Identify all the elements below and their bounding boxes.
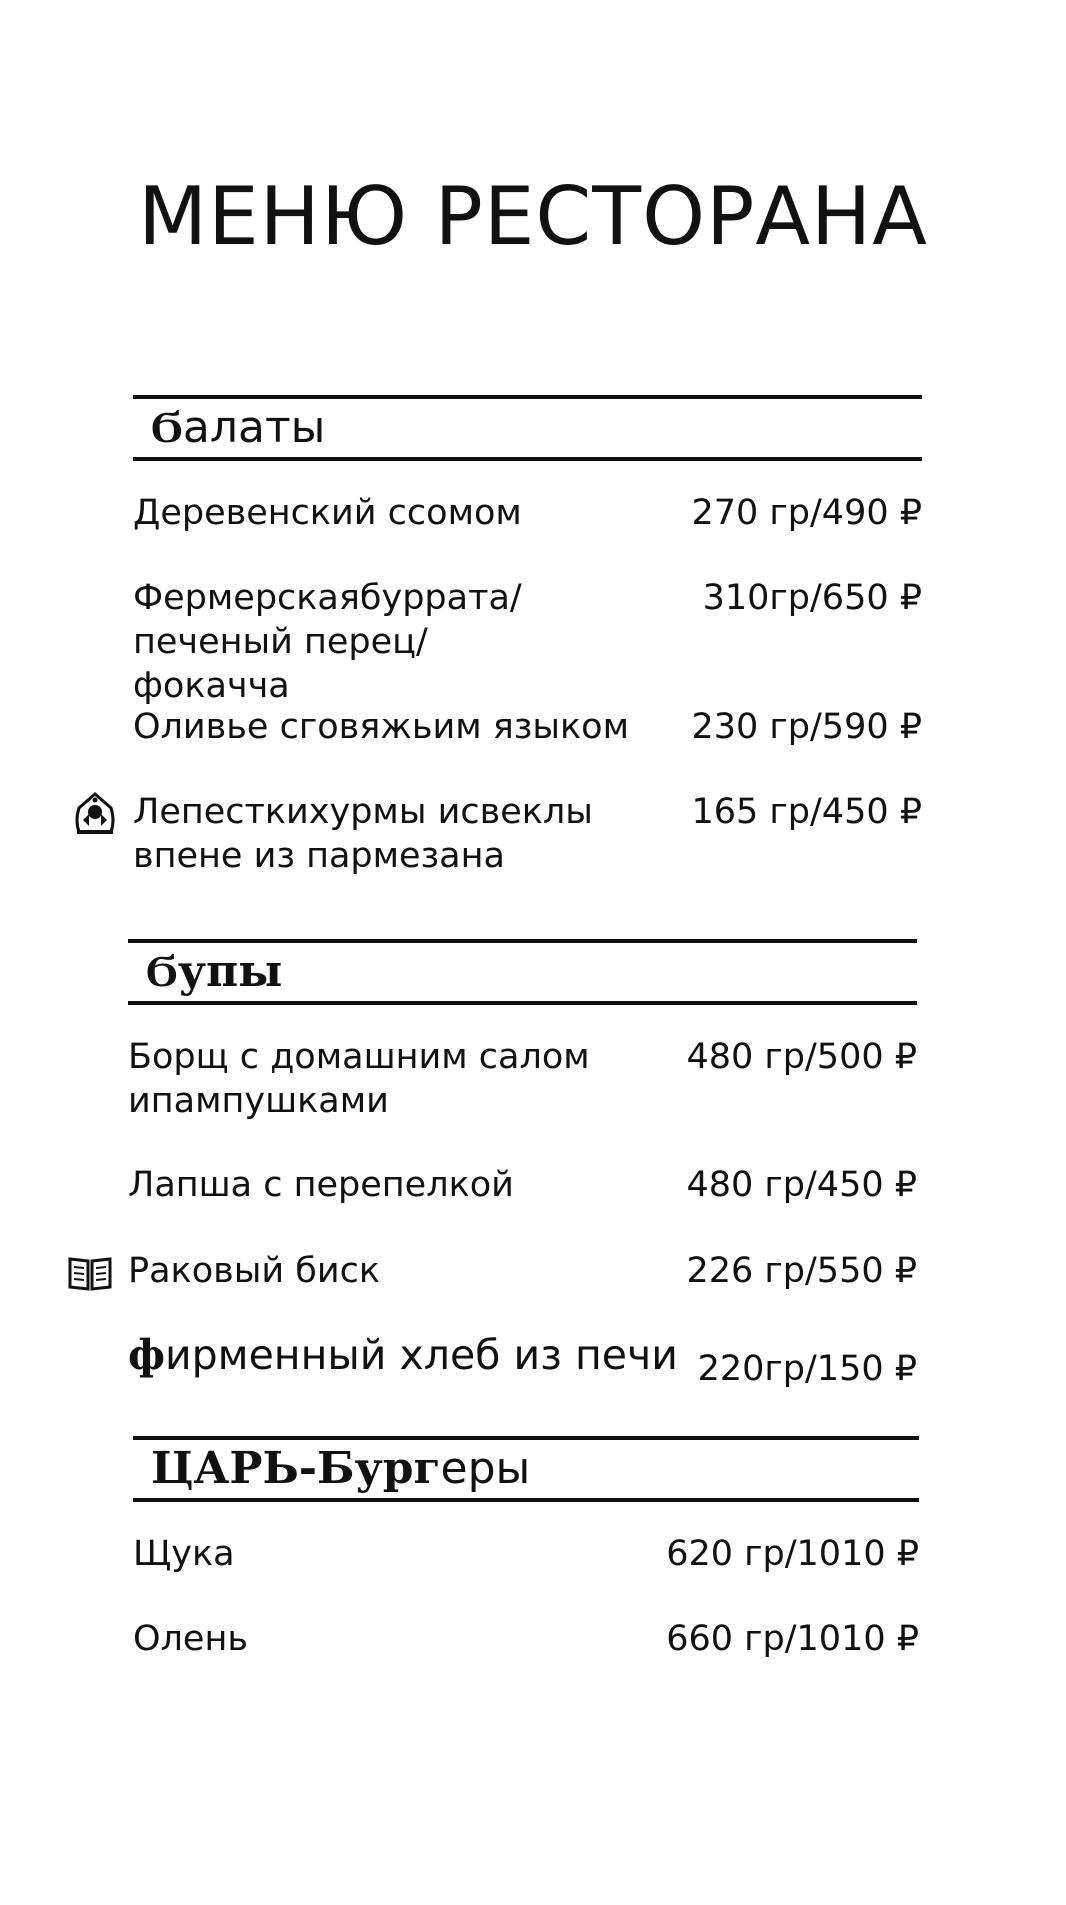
section-header [133,395,922,461]
section-title: Ϭалаты [151,402,326,453]
section-burgers [133,1436,919,1659]
menu-item [133,705,922,749]
item-name: Оливье сговяжьим языком [133,707,629,747]
menu-item [128,1331,917,1389]
item-price: 270 гр/490 ₽ [691,493,922,533]
section-soups [128,939,917,1389]
item-name: Деревенский ссомом [133,493,522,533]
item-name: Лепесткихурмы исвеклы впене из пармезана [133,792,593,876]
menu-item [128,1249,917,1293]
menu-item [128,1163,917,1207]
item-price: 660 гр/1010 ₽ [666,1619,919,1659]
item-price: 165 гр/450 ₽ [691,792,922,832]
menu-item [133,1532,919,1576]
open-book-icon [66,1249,114,1297]
item-name: фирменный хлеб из печи [128,1331,678,1379]
item-price: 226 гр/550 ₽ [686,1251,917,1291]
item-name: Раковый биск [128,1251,380,1291]
item-name: Щука [133,1534,235,1574]
item-name: Борщ с домашним салом ипампушками [128,1037,590,1121]
folk-ornament-icon [71,790,119,838]
item-price: 230 гр/590 ₽ [691,707,922,747]
section-header [133,1436,919,1502]
section-header [128,939,917,1005]
item-name: Лапша с перепелкой [128,1165,514,1205]
item-name: Фермерскаябуррата/ печеный перец/ фокачча [133,578,522,706]
section-title: ЦАРЬ-Бургеры [151,1443,531,1494]
item-price: 480 гр/500 ₽ [686,1037,917,1077]
menu-item [133,1617,919,1661]
section-title: Ϭупы [146,946,283,997]
menu-item [128,1035,917,1123]
item-price: 480 гр/450 ₽ [686,1165,917,1205]
item-name: Олень [133,1619,248,1659]
item-price: 220гр/150 ₽ [697,1349,917,1389]
menu-item [133,491,922,535]
menu-item [133,576,922,708]
section-salads [133,395,922,876]
item-price: 310гр/650 ₽ [702,578,922,618]
menu-item [133,790,922,878]
page-title: МЕНЮ РЕСТОРАНА [138,170,928,263]
item-price: 620 гр/1010 ₽ [666,1534,919,1574]
